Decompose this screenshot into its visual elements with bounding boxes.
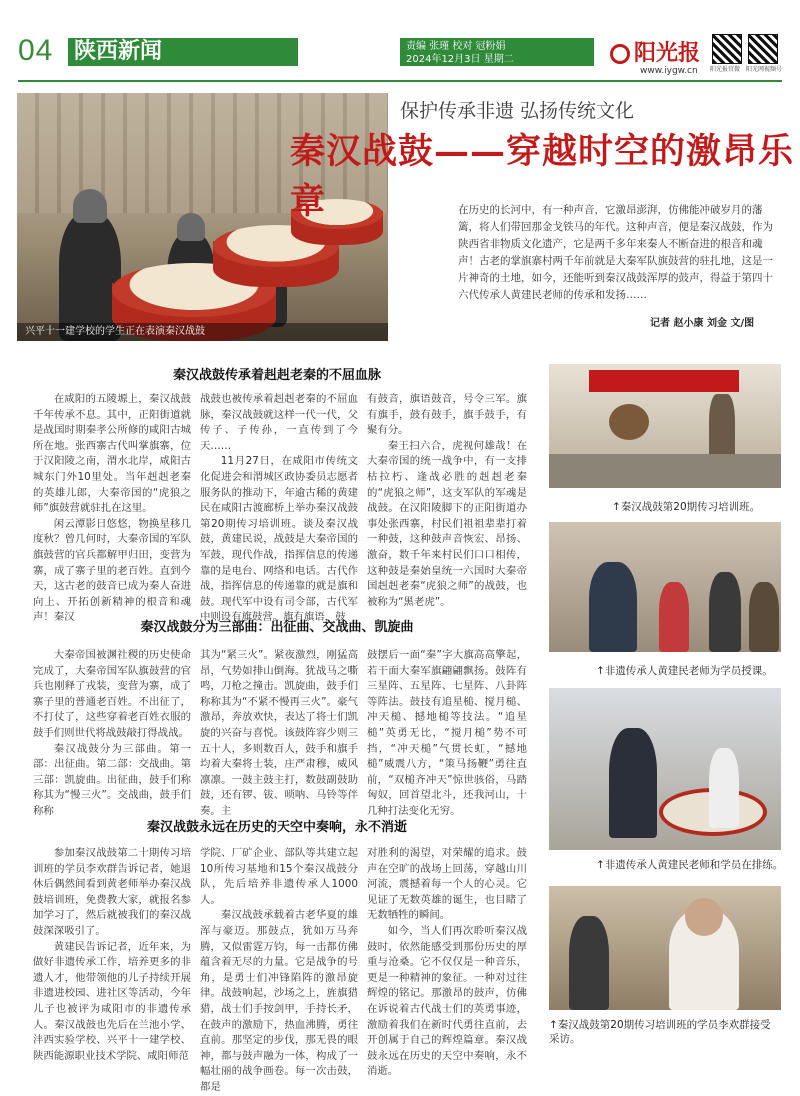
qr-code-icon: [748, 34, 778, 64]
section-heading: 秦汉战鼓分为三部曲：出征曲、交战曲、凯旋曲: [140, 620, 414, 635]
lede: 在历史的长河中，有一种声音，它激昂澎湃，仿佛能冲破岁月的藩篱，将人们带回那金戈铁马的年代。这种声音，便是秦汉战鼓，作为陕西省非物质文化遗产，它是两千多年来秦人不断奋进的根音和魂声！古老的掌旗寨村两千年前就是大秦军队旗鼓营的驻扎地，这是一片神奇的土地，如今，还能听到秦汉战鼓浑厚的鼓声，得益于第四十六代传承人黄建民老师的传承和发扬……: [458, 204, 773, 301]
article-column: 有鼓音，旗语鼓音，号令三军。旗有旗手，鼓有鼓手，旗手鼓手，有聚有分。 秦王扫六合，虎视何雄哉！在大秦帝国的统一战争中，有一支排枯拉朽、逢战必胜的赳赳老秦的“虎狼之师”，这支军队的军魂是战鼓。在汉阳陵脚下的正阳街道办事处张西寨，村民们祖祖辈辈打着一种鼓，这种鼓声音恢宏、昂扬、激奋，数千年来村民们口口相传，这种鼓是秦始皇统一六国时大秦帝国赳赳老秦“虎狼之师”的战鼓，也被称为“黑老虎”。: [367, 393, 527, 608]
photo-rehearsal: [549, 688, 781, 850]
photo-teacher-lesson: [549, 522, 781, 652]
section-heading: 秦汉战鼓永远在历史的天空中奏响，永不消逝: [146, 820, 407, 835]
photo-training-class: [549, 364, 781, 488]
qr-code-icon: [712, 34, 742, 64]
article-column: 在咸阳的五陵塬上，秦汉战鼓千年传承不息。其中，正阳街道就是战国时期秦孝公所修的咸阳古城所在地。张西寨古代叫掌旗寨，位于汉阳陵之南，渭水北岸，咸阳古城东门外10里处。当年赳赳老秦的英雄儿郎，大秦帝国的“虎狼之师”旗鼓营就驻扎在这里。 闲云潭影日悠悠，物换星移几度秋？曾几何时，大秦帝国的军队旗鼓营的官兵都解甲归田，变营为寨，成了寨子里的老百姓。直到今天，这古老的鼓音已成为秦人奋进向上、开拓创新精神的根音和魂声！秦汉: [33, 393, 191, 624]
headline: 秦汉战鼓——穿越时空的激昂乐章: [290, 131, 795, 222]
article-column: 对胜利的渴望，对荣耀的追求。鼓声在空旷的战场上回荡，穿越山川河流，震撼着每一个人的心灵。它见证了无数英雄的诞生，也目睹了无数牺牲的瞬间。 如今，当人们再次聆听秦汉战鼓时，依然能感受到那份历史的厚重与沧桑。它不仅仅是一种音乐，更是一种精神的象征。一种对过往辉煌的铭记。那激昂的鼓声，仿佛在诉说着古代战士们的英勇事迹，激励着我们在新时代勇往直前，去开创属于自己的辉煌篇章。秦汉战鼓永远在历史的天空中奏响，永不消逝。: [367, 847, 527, 1078]
qr-label: 阳光网视频号: [746, 66, 783, 73]
sun-logo-icon: [610, 44, 630, 64]
header-rule: [18, 80, 782, 82]
section-heading: 秦汉战鼓传承着赳赳老秦的不屈血脉: [172, 368, 381, 383]
editors: 责编 张瑾 校对 冠粉娟: [406, 41, 506, 52]
article-column: 学院、厂矿企业、部队等共建立起10所传习基地和15个秦汉战鼓分队，先后培养非遗传承人1000人。 秦汉战鼓承载着古老华夏的雄浑与豪迈。那鼓点，犹如万马奔腾，又似雷霆万钧，每一击都仿佛蕴含着无尽的力量。它是战争的号角，是勇士们冲锋陷阵的激昂旋律。战鼓响起，沙场之上，旌旗猎猎，战士们手按剑甲，手持长矛，在鼓声的激励下，热血沸腾，勇往直前。那坚定的步伐，那无畏的眼神，都与鼓声融为一体，构成了一幅壮丽的战争画卷。每一次击鼓，都是: [200, 847, 358, 1093]
site-url[interactable]: www.iygw.cn: [640, 66, 698, 76]
editor-info: [400, 38, 594, 66]
photo-interview: [549, 886, 781, 1010]
article-column: 其为“紧三火”。紧夜激烈，刚猛高昂，气势如排山倒海。犹战马之嘶鸣，刀枪之撞击。凯旋曲，鼓手们称称其为“不紧不慢再三火”。豪气激昂，奔放欢快，表达了将士们凯旋的兴奋与喜悦。该鼓阵容少则三五十人，多则数百人，鼓手和旗手均着大秦将士装，庄严肃穆，威风凛凛。一鼓主鼓主打，数鼓副鼓助鼓，还有锣、钹、唢呐、马铃等伴奏。主: [200, 649, 358, 817]
article-column: 大秦帝国被渊社稷的历史使命完成了，大秦帝国军队旗鼓营的官兵也刚释了戎装，变营为寨，成了寨子里的普通老百姓。不出征了，不打仗了，这些穿着老百姓衣服的鼓手们则世代将战鼓敲打得战战。 秦汉战鼓分为三部曲。第一部：出征曲。第二部：交战曲。第三部：凯旋曲。出征曲，鼓手们称称其为“慢三火”。交战曲，鼓手们称称: [33, 649, 191, 817]
photo-caption: ↑非遗传承人黄建民老师和学员在排练。: [596, 859, 784, 871]
byline: 记者 赵小康 刘金 文/图: [650, 318, 755, 329]
photo-caption: ↑秦汉战鼓第20期传习培训班的学员李欢群接受采访。: [549, 1019, 771, 1045]
issue-date: 2024年12月3日 星期二: [406, 54, 514, 65]
masthead: [0, 0, 800, 88]
newspaper-logo: 阳光报: [610, 36, 700, 67]
article-column: 鼓摆后一面“秦”字大旗高高擎起，若干面大秦军旗翩翩飘扬。鼓阵有三星阵、五星阵、七星阵、八卦阵等阵法。鼓技有追星槌、搅月槌、冲天槌、撼地槌等技法。“追星槌”英勇无比，“搅月槌”势不可挡，“冲天槌”气贯长虹，“撼地槌”威震八方，“策马扬鞭”勇往直前，“双槌齐冲天”惊世骇俗，马踏匈奴，回首望北斗，还我河山，十几种打法变化无穷。: [367, 649, 527, 817]
article-column: 参加秦汉战鼓第二十期传习培训班的学员李欢群告诉记者，她退休后偶然间看到黄老师举办秦汉战鼓培训班，免费教大家，就报名参加学习了，然后就被我们的秦汉战鼓深深吸引了。 黄建民告诉记者，近年来，为做好非遗传承工作，培养更多的非遗人才，他带领他的儿子持续开展非遗进校园、进社区等活动，今年儿子也被评为咸阳市的非遗传承人。秦汉战鼓也先后在兰池小学、沣西实验学校、兴平十一建学校、陕西能源职业技术学院、咸阳师范: [33, 847, 191, 1062]
photo-caption: ↑秦汉战鼓第20期传习培训班。: [612, 501, 761, 513]
hero-caption: 兴平十一建学校的学生正在表演秦汉战鼓: [17, 323, 388, 341]
qr-label: 阳光报官微: [710, 66, 741, 73]
kicker: 保护传承非遗 弘扬传统文化: [400, 100, 635, 122]
page-number: 04: [18, 34, 54, 67]
photo-caption: ↑非遗传承人黄建民老师为学员授课。: [596, 665, 773, 677]
section-title: 陕西新闻: [68, 38, 298, 66]
article-column: 战鼓也被传承着赳赳老秦的不屈血脉，秦汉战鼓就这样一代一代，父传子、子传孙，一直传到了今天…… 11月27日，在咸阳市传统文化促进会和渭城区政协委员志愿者服务队的推动下，年逾古稀的黄建民在咸阳古渡廊桥上举办秦汉战鼓第20期传习培训班。谈及秦汉战鼓，黄建民说，战鼓是大秦帝国的军鼓，现代作战，指挥信息的传递靠的是电台、网络和电话。古代作战，指挥信息的传递靠的就是旗和鼓。现代军中设有司令部，古代军中则设有旗鼓营。旗有旗语，鼓: [200, 393, 358, 624]
